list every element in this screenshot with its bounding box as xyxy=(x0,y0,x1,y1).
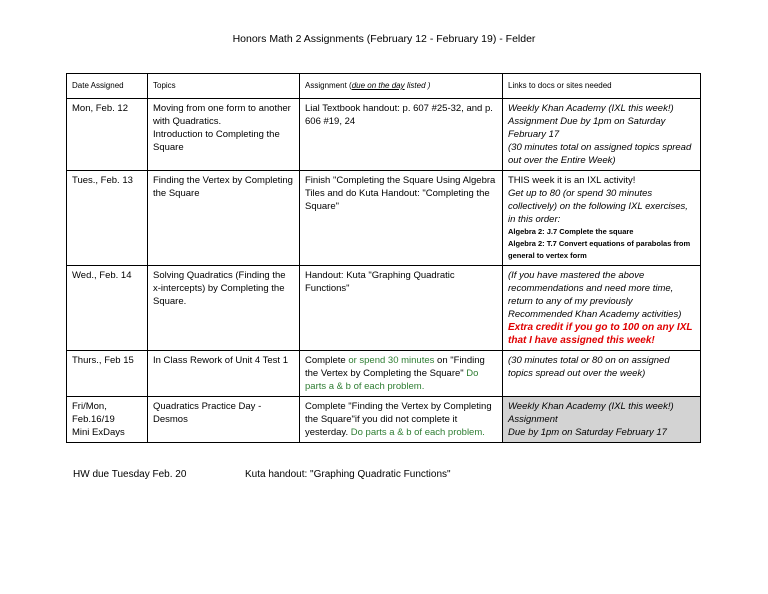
topics-cell: Moving from one form to another with Quadratics. Introduction to Completing the Square xyxy=(148,99,300,171)
topics-cell: Finding the Vertex by Completing the Square xyxy=(148,171,300,266)
table-row xyxy=(67,99,701,171)
links-cell: (30 minutes total or 80 on on assigned topics spread out over the week) xyxy=(503,351,701,397)
footer-hw-due: HW due Tuesday Feb. 20 xyxy=(73,469,187,480)
links-cell: Weekly Khan Academy (IXL this week!) Assignment Due by 1pm on Saturday February 17 xyxy=(503,397,701,443)
links-cell: THIS week it is an IXL activity! Get up to 80 (or spend 30 minutes collectively) on the following IXL exercises, in this order: Algebra 2: J.7 Complete the square Algebra 2: T.7 Convert equations of parabolas from general to vertex form xyxy=(503,171,701,266)
header-date: Date Assigned xyxy=(67,74,148,99)
date-cell: Thurs., Feb 15 xyxy=(67,351,148,397)
topics-cell: Quadratics Practice Day - Desmos xyxy=(148,397,300,443)
assignment-cell: Complete "Finding the Vertex by Completing the Square"if you did not complete it yesterday. Do parts a & b of each problem. xyxy=(300,397,503,443)
date-cell: Fri/Mon, Feb.16/19 Mini ExDays xyxy=(67,397,148,443)
assignment-cell: Finish "Completing the Square Using Algebra Tiles and do Kuta Handout: "Completing the Square" xyxy=(300,171,503,266)
date-cell: Mon, Feb. 12 xyxy=(67,99,148,171)
header-topics: Topics xyxy=(148,74,300,99)
table-row xyxy=(67,266,701,351)
assignment-cell: Complete or spend 30 minutes on "Finding the Vertex by Completing the Square" Do parts a & b of each problem. xyxy=(300,351,503,397)
links-cell: Weekly Khan Academy (IXL this week!) Assignment Due by 1pm on Saturday February 17 (30 minutes total on assigned topics spread out over the Entire Week) xyxy=(503,99,701,171)
date-cell: Tues., Feb. 13 xyxy=(67,171,148,266)
assignment-table xyxy=(66,73,701,443)
table-row xyxy=(67,171,701,266)
assignment-cell: Handout: Kuta "Graphing Quadratic Functions" xyxy=(300,266,503,351)
links-cell: (If you have mastered the above recommendations and need more time, return to any of my previously Recommended Khan Academy activities) Extra credit if you go to 100 on any IXL that I have assigned this week! xyxy=(503,266,701,351)
table-header-row xyxy=(67,74,701,99)
topics-cell: In Class Rework of Unit 4 Test 1 xyxy=(148,351,300,397)
topics-cell: Solving Quadratics (Finding the x-intercepts) by Completing the Square. xyxy=(148,266,300,351)
table-row xyxy=(67,351,701,397)
header-assignment: Assignment (due on the day listed ) xyxy=(300,74,503,99)
assignment-cell: Lial Textbook handout: p. 607 #25-32, and p. 606 #19, 24 xyxy=(300,99,503,171)
page-title: Honors Math 2 Assignments (February 12 - February 19) - Felder xyxy=(232,33,536,45)
date-cell: Wed., Feb. 14 xyxy=(67,266,148,351)
table-row xyxy=(67,397,701,443)
header-links: Links to docs or sites needed xyxy=(503,74,701,99)
footer-kuta: Kuta handout: "Graphing Quadratic Functions" xyxy=(245,469,451,480)
